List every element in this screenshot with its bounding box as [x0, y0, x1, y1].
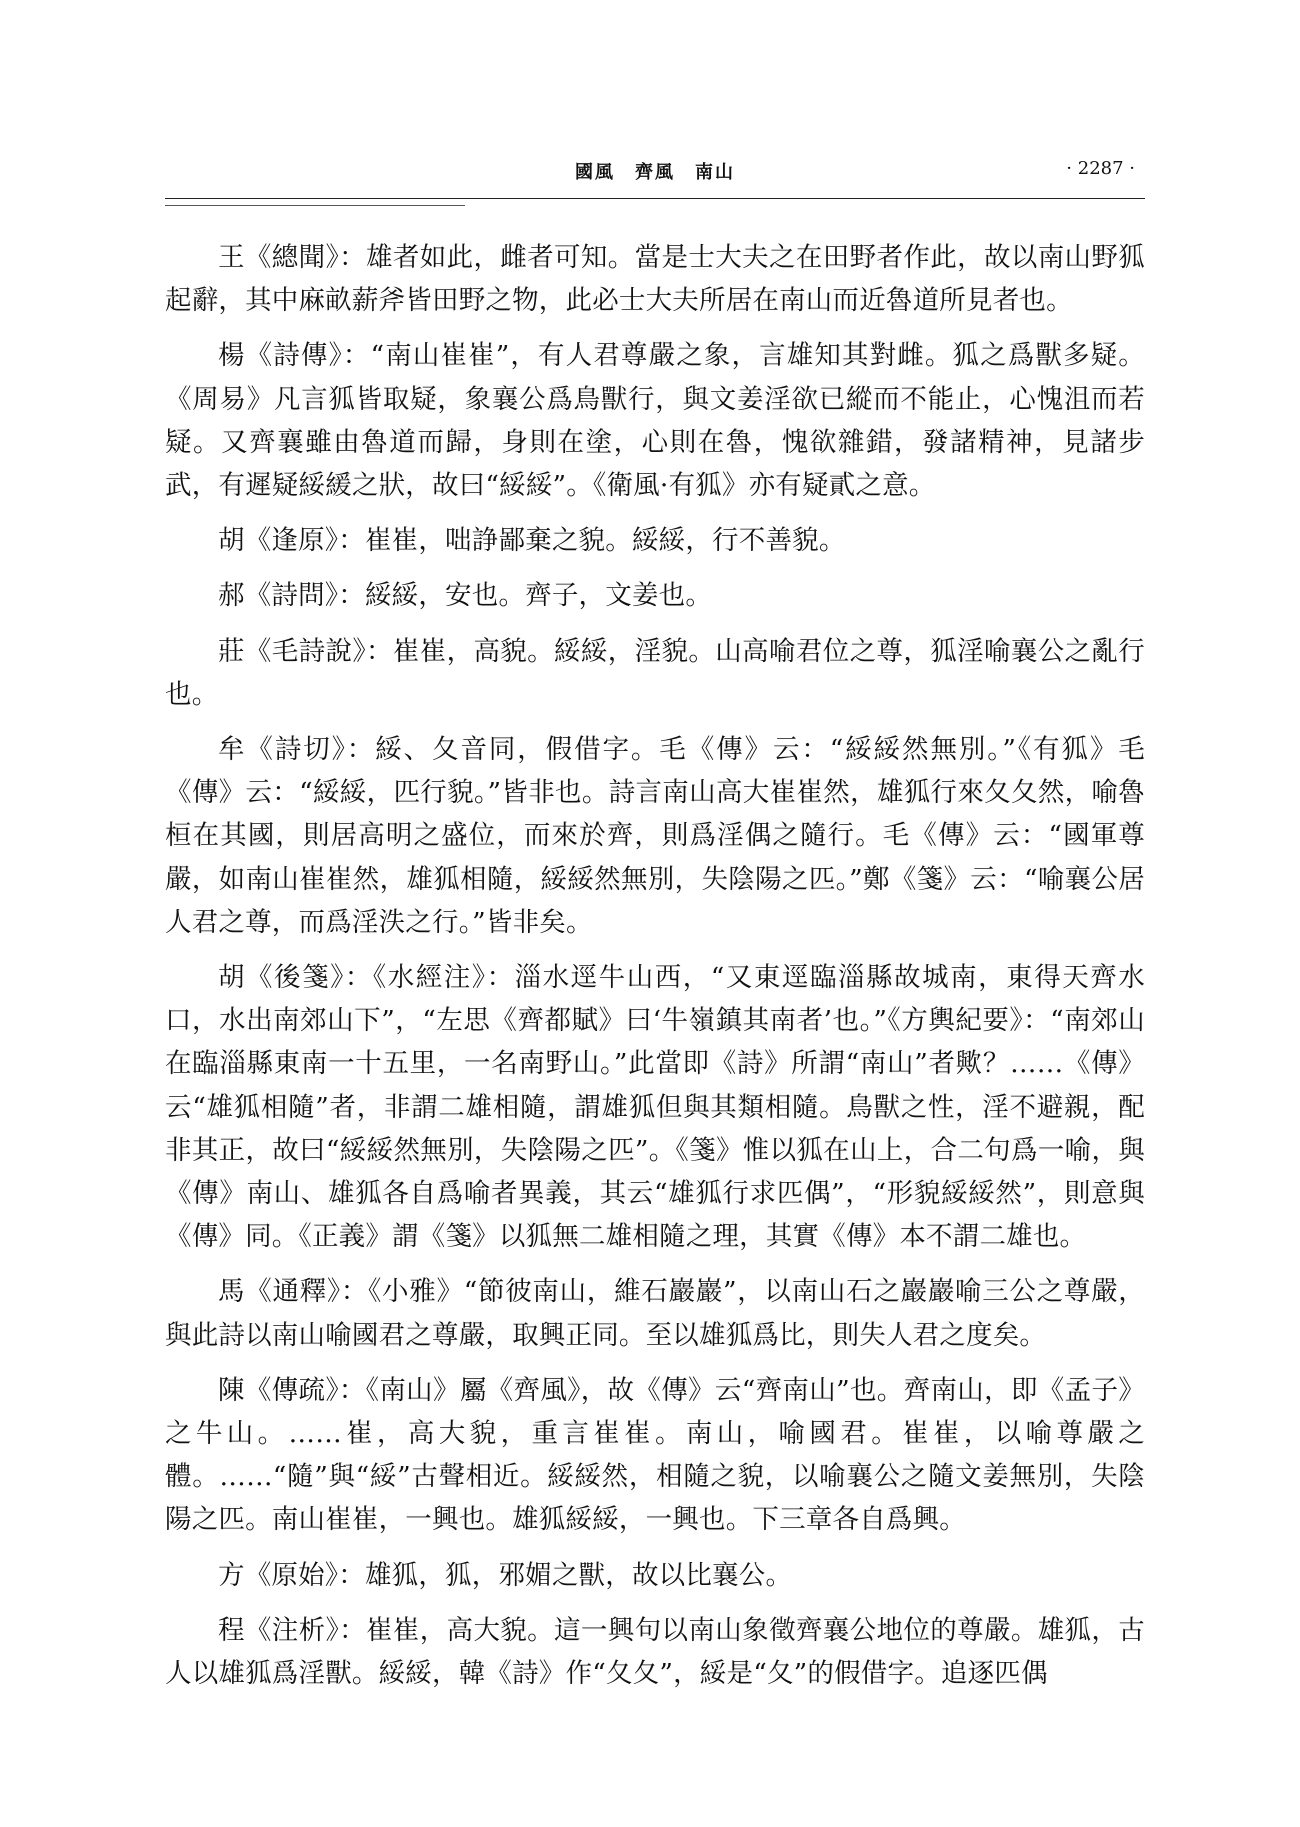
commentary-paragraph: 陳《傳疏》：《南山》屬《齊風》，故《傳》云“齊南山”也。齊南山，即《孟子》之牛山。……崔，高大貌，重言崔崔。南山，喻國君。崔崔，以喻尊嚴之體。……“隨”與“綏”古聲相近。綏綏然，相隨之貌，以喻襄公之隨文姜無別，失陰陽之匹。南山崔崔，一興也。雄狐綏綏，一興也。下三章各自爲興。: [165, 1374, 1145, 1536]
commentary-paragraph: 胡《後箋》：《水經注》：淄水逕牛山西，“又東逕臨淄縣故城南，東得天齊水口，水出南郊山下”，“左思《齊都賦》曰‘牛嶺鎮其南者’也。”《方輿紀要》：“南郊山在臨淄縣東南一十五里，一名南野山。”此當即《詩》所謂“南山”者歟？……《傳》云“雄狐相隨”者，非謂二雄相隨，謂雄狐但與其類相隨。鳥獸之性，淫不避親，配非其正，故曰“綏綏然無別，失陰陽之匹”。《箋》惟以狐在山上，合二句爲一喻，與《傳》南山、雄狐各自爲喻者異義，其云“雄狐行求匹偶”，“形貌綏綏然”，則意與《傳》同。《正義》謂《箋》以狐無二雄相隨之理，其實《傳》本不謂二雄也。: [165, 962, 1145, 1253]
header-rule: [165, 198, 1145, 199]
commentary-paragraph: 郝《詩問》：綏綏，安也。齊子，文姜也。: [218, 580, 713, 612]
running-header: [165, 158, 1145, 194]
commentary-paragraph: 牟《詩切》：綏、夂音同，假借字。毛《傳》云：“綏綏然無別。”《有狐》毛《傳》云：“綏綏，匹行貌。”皆非也。詩言南山高大崔崔然，雄狐行來夂夂然，喻魯桓在其國，則居高明之盛位，而來於齊，則爲淫偶之隨行。毛《傳》云：“國軍尊嚴，如南山崔崔然，雄狐相隨，綏綏然無別，失陰陽之匹。”鄭《箋》云：“喻襄公居人君之尊，而爲淫泆之行。”皆非矣。: [165, 734, 1145, 938]
page-number: · 2287 ·: [1066, 158, 1135, 179]
commentary-paragraph: 程《注析》：崔崔，高大貌。這一興句以南山象徵齊襄公地位的尊嚴。雄狐，古人以雄狐爲淫獸。綏綏，韓《詩》作“夂夂”，綏是“夂”的假借字。追逐匹偶: [165, 1614, 1145, 1690]
commentary-body: [165, 236, 1145, 1707]
commentary-paragraph: 胡《逢原》：崔崔，咄諍鄙棄之貌。綏綏，行不善貌。: [218, 525, 846, 557]
commentary-paragraph: 楊《詩傳》：“南山崔崔”，有人君尊嚴之象，言雄知其對雌。狐之爲獸多疑。《周易》凡言狐皆取疑，象襄公爲鳥獸行，與文姜淫欲已縱而不能止，心愧沮而若疑。又齊襄雖由魯道而歸，身則在塗，心則在魯，愧欲雜錯，發諸精神，見諸步武，有遲疑綏緩之狀，故曰“綏綏”。《衛風·有狐》亦有疑貳之意。: [165, 340, 1145, 502]
commentary-paragraph: 王《總聞》：雄者如此，雌者可知。當是士大夫之在田野者作此，故以南山野狐起辭，其中麻畝薪斧皆田野之物，此必士大夫所居在南山而近魯道所見者也。: [165, 242, 1145, 317]
commentary-paragraph: 馬《通釋》：《小雅》“節彼南山，維石巖巖”，以南山石之巖巖喻三公之尊嚴，與此詩以南山喻國君之尊嚴，取興正同。至以雄狐爲比，則失人君之度矣。: [165, 1276, 1145, 1351]
running-header-title: 國風 齊風 南山: [575, 162, 735, 183]
header-rule-secondary: [165, 205, 465, 206]
commentary-paragraph: 莊《毛詩說》：崔崔，高貌。綏綏，淫貌。山高喻君位之尊，狐淫喻襄公之亂行也。: [165, 635, 1145, 710]
commentary-paragraph: 方《原始》：雄狐，狐，邪媚之獸，故以比襄公。: [218, 1559, 793, 1591]
